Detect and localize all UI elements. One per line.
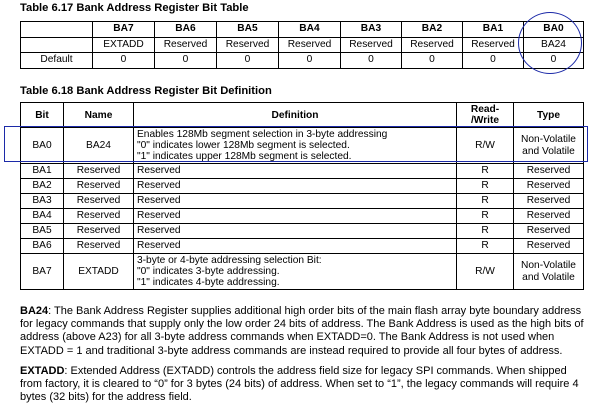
definition-cell <box>134 224 457 239</box>
ba24-description <box>20 305 590 358</box>
extadd-description <box>20 365 590 405</box>
type-cell: Reserved <box>514 164 584 179</box>
name-cell-ba0: BA24 <box>524 37 584 53</box>
default-cell-ba0: 0 <box>524 53 584 69</box>
read-write-cell: R <box>457 194 514 209</box>
name-cell: Reserved <box>64 194 134 209</box>
read-write-cell: R/W <box>457 128 514 164</box>
read-write-cell: R <box>457 179 514 194</box>
definition-line: Reserved <box>137 240 181 251</box>
header-cell-ba4: BA4 <box>279 22 341 38</box>
type-cell: Reserved <box>514 194 584 209</box>
bit-cell: BA6 <box>21 239 64 254</box>
definition-rows <box>21 128 584 290</box>
header-cell-ba3: BA3 <box>341 22 402 38</box>
default-cell-ba3: 0 <box>341 53 402 69</box>
header-cell-ba2: BA2 <box>402 22 463 38</box>
type-cell: Non-Volatile and Volatile <box>514 128 584 164</box>
name-cell-ba2: Reserved <box>402 37 463 53</box>
type-cell: Reserved <box>514 239 584 254</box>
header-cell-ba7: BA7 <box>93 22 155 38</box>
definition-row-ba5 <box>21 224 584 239</box>
default-cell-ba2: 0 <box>402 53 463 69</box>
definition-row-ba2 <box>21 179 584 194</box>
name-cell: BA24 <box>64 128 134 164</box>
read-write-cell: R <box>457 209 514 224</box>
definition-line: "1" indicates upper 128Mb segment is selected. <box>137 151 352 163</box>
bit-cell: BA3 <box>21 194 64 209</box>
extadd-term: EXTADD <box>20 365 65 377</box>
bit-cell: BA5 <box>21 224 64 239</box>
header-definition: Definition <box>134 103 457 128</box>
default-cell-ba1: 0 <box>463 53 524 69</box>
name-cell: Reserved <box>64 179 134 194</box>
definition-cell <box>134 254 457 290</box>
definition-header-row <box>21 103 584 128</box>
read-write-cell: R/W <box>457 254 514 290</box>
bit-name-row <box>21 37 584 53</box>
table-6-18-title: Table 6.18 Bank Address Register Bit Definition <box>20 85 272 97</box>
definition-row-ba6 <box>21 239 584 254</box>
definition-row-ba7 <box>21 254 584 290</box>
header-bit: Bit <box>21 103 64 128</box>
name-cell-ba3: Reserved <box>341 37 402 53</box>
bit-cell: BA1 <box>21 164 64 179</box>
header-name: Name <box>64 103 134 128</box>
default-label: Default <box>21 53 93 69</box>
name-cell: Reserved <box>64 164 134 179</box>
name-cell-ba5: Reserved <box>217 37 279 53</box>
definition-cell <box>134 239 457 254</box>
definition-row-ba1 <box>21 164 584 179</box>
bit-header-row <box>21 22 584 38</box>
definition-line: Reserved <box>137 180 181 191</box>
read-write-cell: R <box>457 224 514 239</box>
name-cell: EXTADD <box>64 254 134 290</box>
definition-line: 3-byte or 4-byte addressing selection Bit: <box>137 254 322 266</box>
name-cell <box>21 37 93 53</box>
type-cell: Non-Volatile and Volatile <box>514 254 584 290</box>
name-cell: Reserved <box>64 224 134 239</box>
definition-row-ba0 <box>21 128 584 164</box>
name-cell-ba6: Reserved <box>155 37 217 53</box>
bit-cell: BA2 <box>21 179 64 194</box>
header-type: Type <box>514 103 584 128</box>
definition-row-ba4 <box>21 209 584 224</box>
ba24-text: : The Bank Address Register supplies additional high order bits of the main flash array byte boundary address for legacy commands that supply only the low order 24 bits of address. The Bank Address is used as the high bits of address (above A23) for all 3-byte address commands when EXTADD=0. The Bank Address is not used when EXTADD = 1 and traditional 3-byte address commands are instead required to provide all four bytes of address. <box>20 305 584 357</box>
default-cell-ba4: 0 <box>279 53 341 69</box>
read-write-cell: R <box>457 164 514 179</box>
bank-address-bit-table <box>20 21 584 69</box>
bit-cell: BA7 <box>21 254 64 290</box>
type-cell: Reserved <box>514 209 584 224</box>
default-cell-ba7: 0 <box>93 53 155 69</box>
definition-line: Reserved <box>137 195 181 206</box>
definition-line: "0" indicates 3-byte addressing. <box>137 265 280 277</box>
default-cell-ba5: 0 <box>217 53 279 69</box>
bit-cell: BA4 <box>21 209 64 224</box>
name-cell: Reserved <box>64 209 134 224</box>
definition-line: "1" indicates 4-byte addressing. <box>137 277 280 289</box>
definition-cell <box>134 128 457 164</box>
header-read-write: Read- /Write <box>457 103 514 128</box>
extadd-text: : Extended Address (EXTADD) controls the address field size for legacy SPI commands. When shipped from factory, it is cleared to “0” for 3 bytes (24 bits) of address. When set to “1”, the legacy commands will require 4 bytes (32 bits) for the address field. <box>20 365 579 404</box>
name-cell: Reserved <box>64 239 134 254</box>
definition-cell <box>134 164 457 179</box>
name-cell-ba1: Reserved <box>463 37 524 53</box>
definition-cell <box>134 179 457 194</box>
default-cell-ba6: 0 <box>155 53 217 69</box>
definition-line: "0" indicates lower 128Mb segment is selected. <box>137 139 350 151</box>
header-cell <box>21 22 93 38</box>
type-cell: Reserved <box>514 224 584 239</box>
definition-line: Enables 128Mb segment selection in 3-byte addressing <box>137 128 388 140</box>
header-cell-ba6: BA6 <box>155 22 217 38</box>
definition-cell <box>134 209 457 224</box>
header-cell-ba0: BA0 <box>524 22 584 38</box>
name-cell-ba7: EXTADD <box>93 37 155 53</box>
type-cell: Reserved <box>514 179 584 194</box>
definition-cell <box>134 194 457 209</box>
bit-cell: BA0 <box>21 128 64 164</box>
name-cell-ba4: Reserved <box>279 37 341 53</box>
header-cell-ba1: BA1 <box>463 22 524 38</box>
ba24-term: BA24 <box>20 305 49 317</box>
definition-row-ba3 <box>21 194 584 209</box>
header-cell-ba5: BA5 <box>217 22 279 38</box>
table-6-17-title: Table 6.17 Bank Address Register Bit Table <box>20 2 249 14</box>
definition-line: Reserved <box>137 225 181 236</box>
default-row <box>21 53 584 69</box>
bank-address-bit-definition-table <box>20 102 584 290</box>
read-write-cell: R <box>457 239 514 254</box>
definition-line: Reserved <box>137 165 181 176</box>
definition-line: Reserved <box>137 210 181 221</box>
